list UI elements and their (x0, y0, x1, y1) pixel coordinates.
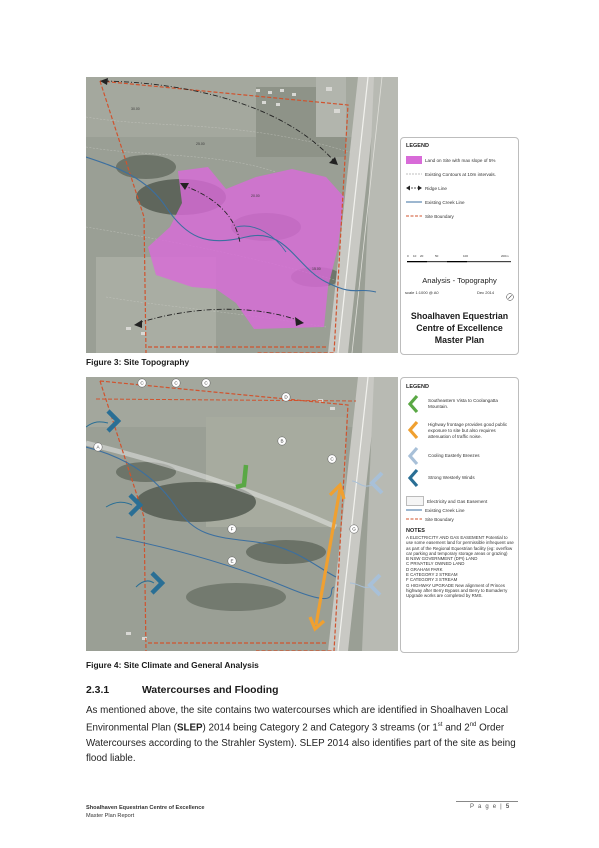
scale-tick-20: 20 (420, 254, 424, 258)
svg-text:15.00: 15.00 (312, 267, 321, 271)
figure4-caption: Figure 4: Site Climate and General Analysis (86, 660, 259, 670)
westerly-icon (406, 468, 420, 488)
climate-map-graphic (86, 377, 398, 651)
map-label-c3: C (204, 380, 208, 386)
slep-abbrev: SLEP (176, 722, 203, 734)
topography-map (86, 77, 398, 353)
svg-text:20.00: 20.00 (251, 194, 260, 198)
legend-item-contours: Existing Contours at 10m intervals. (406, 170, 496, 178)
legend-item-boundary: Site Boundary (406, 212, 454, 220)
note-b: B NSW GOVERNMENT (DPI) LAND (406, 556, 478, 562)
legend-item-boundary-2: Site Boundary (406, 515, 454, 523)
map-label-b: B (280, 438, 284, 444)
easement-swatch (406, 496, 424, 506)
legend-item-slope: Land on Site with max slope of 5% (406, 156, 495, 164)
section-number: 2.3.1 (86, 685, 110, 696)
section-paragraph: As mentioned above, the site contains two watercourses which are identified in Shoalhaven Local Environmental Plan (SLEP) 2014 being Category 2 and Category 3 streams (or 1st and 2nd Order Watercourses according to the Strahler System). SLEP 2014 also identifies part of the site as being flood liable. (86, 705, 516, 765)
note-a: A ELECTRICITY AND GAS EASEMENT Potential to use some easement land for permissible infrequent use as part of the Regional Equestrian facility (eg: overflow car parking and temporary storage areas or grazing) (406, 535, 514, 556)
page-label: P a g e | (470, 804, 503, 810)
topography-legend (400, 137, 519, 355)
map-label-c2: C (174, 380, 178, 386)
map-label-d: D (284, 394, 288, 400)
scale-tick-200: 200m (501, 254, 509, 258)
scale-tick-10: 10 (413, 254, 417, 258)
scale-tick-100: 100 (463, 254, 469, 258)
scale-tick-0: 0 (407, 254, 409, 258)
legend-item-ridge: Ridge Line (406, 184, 447, 192)
legend-item-creek-2: Existing Creek Line (406, 506, 465, 514)
scale-tick-50: 50 (435, 254, 439, 258)
legend-item-easement: Electricity and Gas Easement (406, 496, 487, 506)
footer-subtitle: Master Plan Report (86, 813, 135, 819)
note-c: C PRIVATELY OWNED LAND (406, 561, 465, 567)
note-d: D GRAHAM PARK (406, 566, 443, 572)
legend-date: Dec 2014 (477, 290, 495, 295)
highway-icon (406, 420, 420, 440)
map-label-c4: C (330, 456, 334, 462)
scale-bar (407, 254, 511, 266)
topography-map-graphic (86, 77, 398, 353)
vista-icon (406, 394, 420, 414)
footer-left (86, 804, 204, 820)
legend-title: LEGEND (406, 143, 429, 149)
page-number: 5 (505, 804, 510, 810)
map-label-f: F (230, 526, 234, 532)
svg-text:25.00: 25.00 (196, 142, 205, 146)
creek-swatch (406, 198, 422, 206)
map-label-e: E (230, 558, 234, 564)
ridge-arrow-icon (406, 184, 422, 192)
note-f: F CATEGORY 3 STREAM (406, 577, 458, 583)
breeze-icon (406, 446, 420, 466)
project-title: Shoalhaven Equestrian Centre of Excellence Master Plan (410, 311, 509, 345)
map-label-a: A (96, 444, 100, 450)
page-indicator (470, 804, 509, 810)
climate-legend: LEGEND Southeastern Vista to Coolangatta Mountain. Highway frontage provides good public exposure to site but also requires attenuation of traffic noise. Cooling Easterly Breezes Strong Westerly Winds Electricity and Gas Easement Existing Creek Line Site Boundary NOTES A ELECTRICITY AND GAS EASEMENT Potential to use some easement land for permissible infrequent use as part of the Regional Equestrian facility (eg: overflow car parking and temporary storage areas or grazing) B NSW GOVERNMENT (DPI) LAND C PRIVATELY OWNED LAND D GRAHAM PARK E CATEGORY 2 STREAM F CATEGORY 3 STREAM G HIGHWAY UPGRADE New alignment of Princes highway after Berry Bypass and Berry to Bomaderry Upgrade works are completed by RMS. (400, 377, 519, 653)
north-arrow-icon (506, 288, 514, 306)
boundary-swatch-2 (406, 515, 422, 523)
note-g: G HIGHWAY UPGRADE New alignment of Princes highway after Berry Bypass and Berry to Bomaderry Upgrade works are completed by RMS. (406, 582, 508, 599)
footer-title: Shoalhaven Equestrian Centre of Excellence (86, 805, 205, 811)
legend-title-2: LEGEND (406, 384, 429, 390)
map-label-c1: C (140, 380, 144, 386)
note-e: E CATEGORY 2 STREAM (406, 572, 458, 578)
slope-swatch (406, 156, 422, 164)
legend-item-creek: Existing Creek Line (406, 198, 465, 206)
contour-swatch (406, 170, 422, 178)
notes-title: NOTES (406, 528, 425, 534)
footer-divider (456, 801, 518, 802)
section-title: Watercourses and Flooding (142, 685, 279, 696)
notes-list (406, 535, 514, 599)
scale-note: scale 1:1000 @ A0 (405, 290, 439, 295)
svg-text:30.00: 30.00 (131, 107, 140, 111)
map-label-g: G (352, 526, 356, 532)
figure3-caption: Figure 3: Site Topography (86, 357, 190, 367)
boundary-swatch (406, 212, 422, 220)
climate-map (86, 377, 398, 651)
analysis-title: Analysis - Topography (422, 276, 497, 285)
section-heading (86, 685, 278, 696)
creek-swatch-2 (406, 506, 422, 514)
